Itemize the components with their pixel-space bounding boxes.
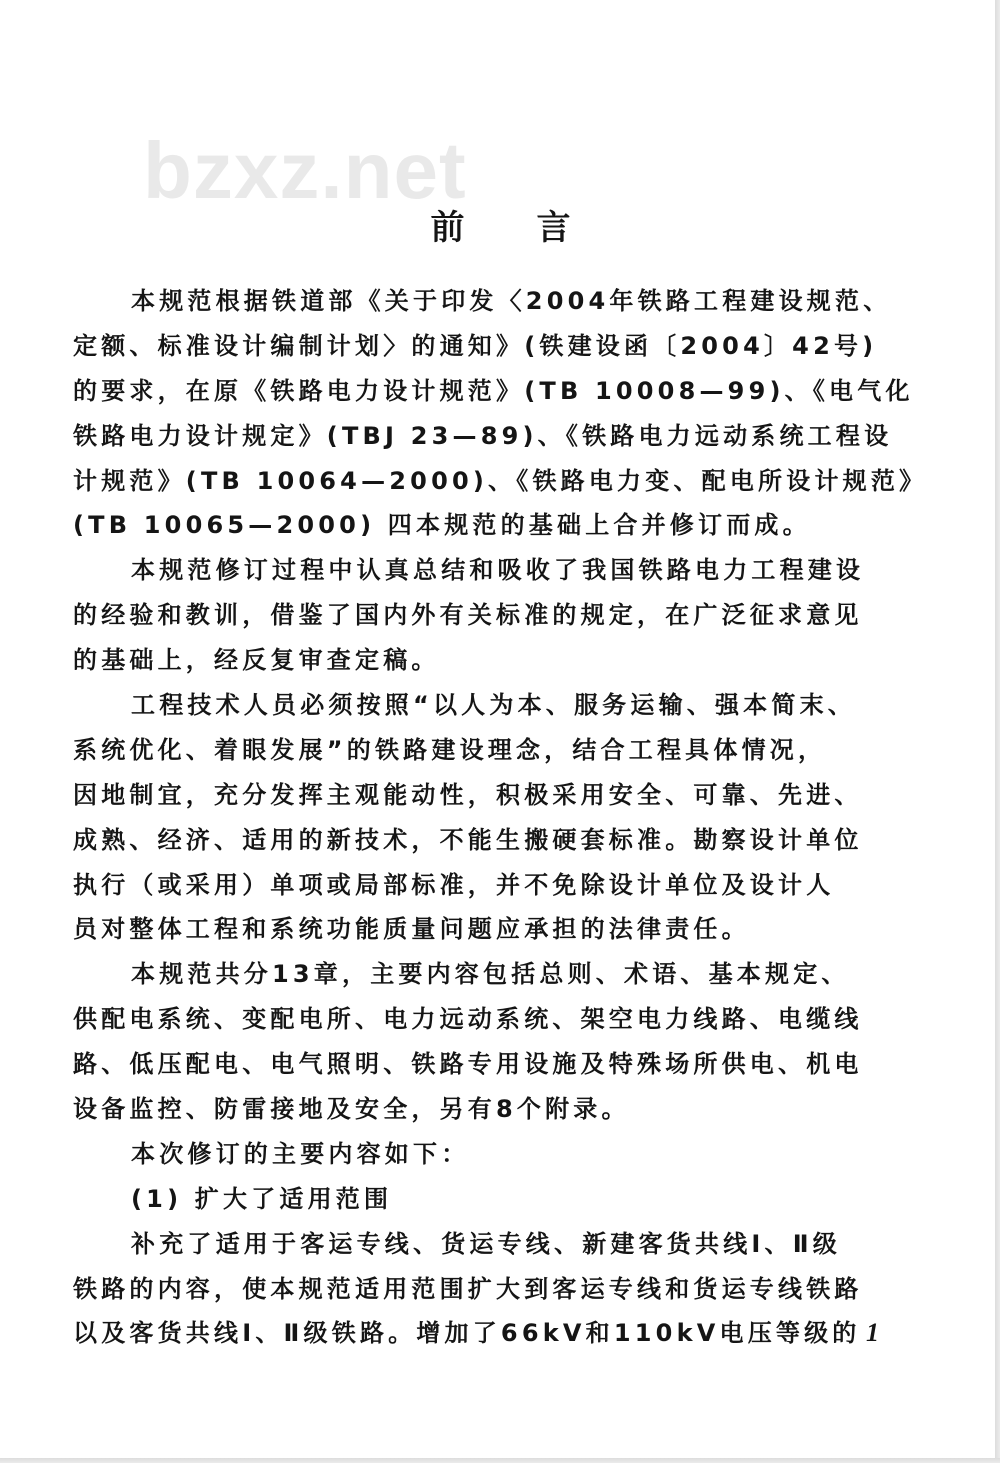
paragraph-basis-line: 的要求，在原《铁路电力设计规范》(TB 10008—99)、《电气化	[73, 376, 914, 405]
paragraph-basis-line: (TB 10065—2000) 四本规范的基础上合并修订而成。	[73, 511, 811, 540]
paragraph-principles-line: 员对整体工程和系统功能质量问题应承担的法律责任。	[73, 915, 750, 944]
paragraph-basis-line: 本规范根据铁道部《关于印发〈2004年铁路工程建设规范、	[131, 287, 892, 315]
page-shadow-bottom	[0, 1458, 1000, 1463]
title-char-2: 言	[536, 208, 571, 248]
page-title	[0, 203, 995, 253]
item-1-body-line: 铁路的内容，使本规范适用范围扩大到客运专线和货运专线铁路	[73, 1274, 863, 1303]
paragraph-principles-line: 系统优化、着眼发展”的铁路建设理念，结合工程具体情况，	[73, 735, 827, 764]
item-1-heading: (1) 扩大了适用范围	[131, 1184, 393, 1213]
paragraph-process-line: 的经验和教训，借鉴了国内外有关标准的规定，在广泛征求意见	[73, 601, 863, 630]
paragraph-basis-line: 铁路电力设计规定》(TBJ 23—89)、《铁路电力远动系统工程设	[73, 421, 893, 450]
paragraph-contents-line: 路、低压配电、电气照明、铁路专用设施及特殊场所供电、机电	[73, 1050, 863, 1079]
body-text	[73, 279, 928, 1356]
paragraph-basis-line: 计规范》(TB 10064—2000)、《铁路电力变、配电所设计规范》	[73, 466, 928, 495]
watermark: bzxz.net	[143, 126, 467, 215]
item-1-body-line: 补充了适用于客运专线、货运专线、新建客货共线Ⅰ、Ⅱ级	[131, 1229, 841, 1258]
paragraph-principles-line: 成熟、经济、适用的新技术，不能生搬硬套标准。勘察设计单位	[73, 825, 863, 854]
paragraph-process-line: 本规范修订过程中认真总结和吸收了我国铁路电力工程建设	[131, 556, 865, 585]
page-number: 1	[866, 1318, 879, 1347]
title-char-1: 前	[430, 208, 465, 248]
item-1-body-line: 以及客货共线Ⅰ、Ⅱ级铁路。增加了66kV和110kV电压等级的	[73, 1319, 861, 1348]
paragraph-contents-line: 设备监控、防雷接地及安全，另有8个附录。	[73, 1095, 630, 1124]
paragraph-principles-line: 工程技术人员必须按照“以人为本、服务运输、强本简末、	[131, 691, 856, 720]
paragraph-principles-line: 执行（或采用）单项或局部标准，并不免除设计单位及设计人	[73, 870, 835, 899]
paragraph-contents-line: 供配电系统、变配电所、电力远动系统、架空电力线路、电缆线	[73, 1005, 863, 1034]
paragraph-contents-line: 本规范共分13章，主要内容包括总则、术语、基本规定、	[131, 960, 850, 989]
paragraph-principles-line: 因地制宜，充分发挥主观能动性，积极采用安全、可靠、先进、	[73, 780, 863, 809]
page-shadow-right	[995, 0, 1000, 1463]
paragraph-process-line: 的基础上，经反复审查定稿。	[73, 646, 440, 675]
paragraph-revision-intro: 本次修订的主要内容如下：	[131, 1139, 470, 1168]
paragraph-basis-line: 定额、标准设计编制计划〉的通知》(铁建设函〔2004〕42号)	[73, 331, 878, 360]
